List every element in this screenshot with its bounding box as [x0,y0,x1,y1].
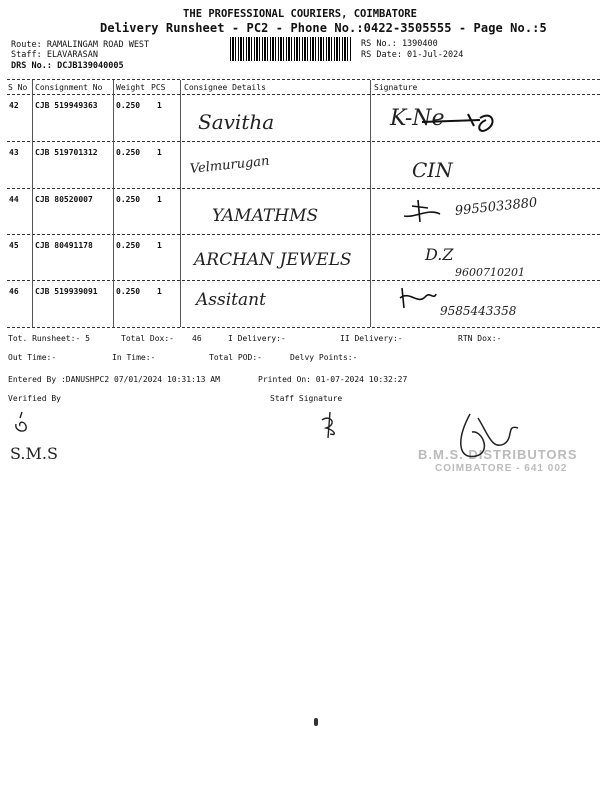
row-pcs: 1 [157,241,162,250]
staff-signature-label: Staff Signature [270,394,343,403]
row-consignment: CJB 519701312 [35,148,98,157]
row-weight: 0.250 [116,195,141,204]
row-consignment: CJB 519939091 [35,287,98,296]
total-pod: Total POD:- [209,353,262,362]
row-divider [7,280,600,281]
stamp-signature-scribble [448,410,528,470]
barcode [230,37,352,61]
in-time: In Time:- [112,353,156,362]
stamp-line1: B.M.S. DISTRIBUTORS [418,447,578,462]
verifier-initials: S.M.S [10,444,58,463]
tot-runsheet: Tot. Runsheet:- 5 [8,334,90,343]
consignee-handwriting: Assitant [196,290,266,310]
route-label: Route: RAMALINGAM ROAD WEST [11,40,150,50]
header-bottom-rule [7,94,600,95]
row-divider [7,234,600,235]
col-header-signature: Signature [374,83,418,92]
table-bottom-rule [7,327,600,328]
col-header-sno: S No [8,83,28,92]
row-pcs: 1 [157,287,162,296]
drs-value: DCJB139040005 [57,61,124,71]
row-sno: 43 [9,148,19,157]
row-consignment: CJB 80520007 [35,195,93,204]
phone-handwriting: 9600710201 [455,266,525,279]
table-top-rule [7,79,600,80]
row-sno: 44 [9,195,19,204]
company-name: THE PROFESSIONAL COURIERS, COIMBATORE [183,8,417,20]
column-rule [113,80,114,327]
entered-by: Entered By :DANUSHPC2 07/01/2024 10:31:13 AM [8,375,220,384]
rs-number: RS No.: 1390400 [361,39,438,49]
row-weight: 0.250 [116,148,141,157]
staff-label: Staff: ELAVARASAN [11,50,98,60]
drs-label: DRS No.: [11,61,52,71]
out-time: Out Time:- [8,353,57,362]
i-delivery: I Delivery:- [228,334,286,343]
row-pcs: 1 [157,195,162,204]
col-header-pcs: PCS [151,83,166,92]
consignee-handwriting: ARCHAN JEWELS [194,250,352,270]
signature-scribble [396,284,440,312]
signature-handwriting: K-Ne [390,106,445,131]
sheet-title: Delivery Runsheet - PC2 - Phone No.:0422-3505555 - Page No.:5 [100,21,547,35]
column-rule [370,80,371,327]
printed-on: Printed On: 01-07-2024 10:32:27 [258,375,408,384]
phone-handwriting: 9585443358 [440,304,517,318]
column-rule [32,80,33,327]
signature-scribble [420,108,500,138]
consignee-handwriting: YAMATHMS [212,206,319,226]
rs-date: RS Date: 01-Jul-2024 [361,50,464,60]
verifier-mark [12,410,34,436]
col-header-weight: Weight [116,83,145,92]
col-header-consignment: Consignment No [35,83,103,92]
consignee-handwriting: Savitha [198,110,275,134]
row-weight: 0.250 [116,287,141,296]
signature-scribble [400,196,450,226]
row-pcs: 1 [157,148,162,157]
row-pcs: 1 [157,101,162,110]
delvy-points: Delvy Points:- [290,353,358,362]
signature-handwriting: D.Z [425,245,454,264]
row-sno: 45 [9,241,19,250]
ii-delivery: II Delivery:- [340,334,403,343]
signature-handwriting: CIN [412,158,453,182]
row-divider [7,188,600,189]
staff-signature-scribble [316,410,346,442]
col-header-consignee: Consignee Details [184,83,266,92]
row-divider [7,141,600,142]
row-sno: 42 [9,101,19,110]
column-rule [180,80,181,327]
row-sno: 46 [9,287,19,296]
total-dox-label: Total Dox:- [121,334,174,343]
phone-handwriting: 9955033880 [454,195,539,219]
total-dox-value: 46 [192,334,202,343]
row-weight: 0.250 [116,241,141,250]
consignee-handwriting: Velmurugan [189,153,271,177]
drs-number [11,61,124,71]
verified-by: Verified By [8,394,61,403]
stamp-line2: COIMBATORE - 641 002 [435,463,568,474]
scan-speck [314,718,318,726]
row-weight: 0.250 [116,101,141,110]
row-consignment: CJB 519949363 [35,101,98,110]
row-consignment: CJB 80491178 [35,241,93,250]
rtn-dox: RTN Dox:- [458,334,502,343]
